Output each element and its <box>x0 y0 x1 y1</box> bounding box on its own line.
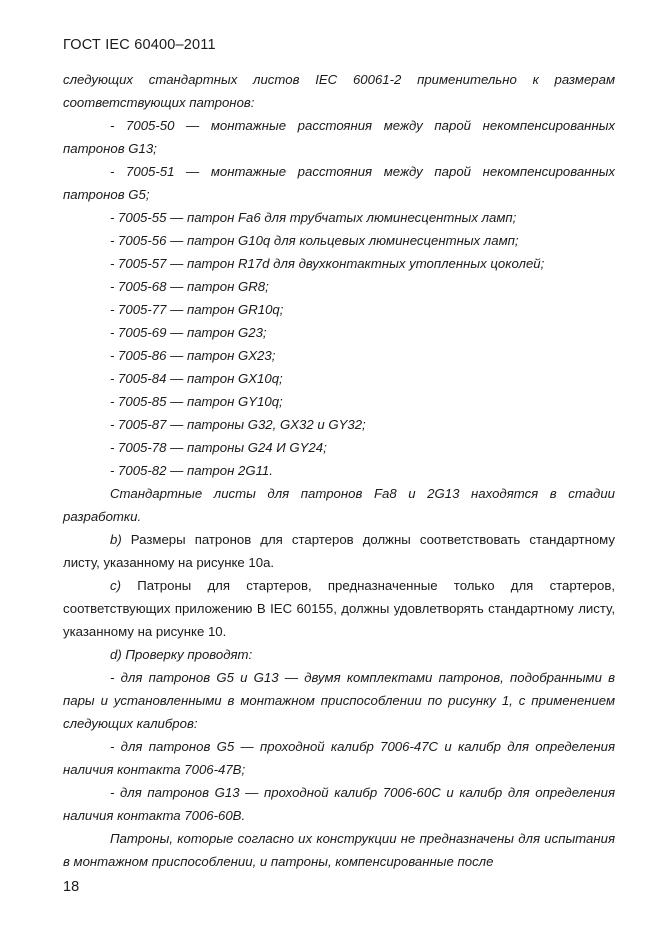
item-text-d: Проверку проводят: <box>121 647 253 662</box>
document-header: ГОСТ IEC 60400–2011 <box>63 37 216 53</box>
list-item: - 7005-78 — патроны G24 И GY24; <box>110 440 327 455</box>
list-item: - 7005-87 — патроны G32, GX32 и GY32; <box>110 417 366 432</box>
list-item: - 7005-77 — патрон GR10q; <box>110 302 284 317</box>
paragraph-d <box>63 643 615 666</box>
list-item: - 7005-55 — патрон Fa6 для трубчатых люминесцентных ламп; <box>110 210 517 225</box>
list-item: - 7005-68 — патрон GR8; <box>110 279 269 294</box>
list-item: - 7005-50 — монтажные расстояния между парой некомпенсированных патронов G13; <box>63 118 615 156</box>
item-text-c: Патроны для стартеров, предназначенные только для стартеров, соответствующих приложению В IEC 60155, должны удовлетворять стандартному листу, указанному на рисунке 10. <box>63 578 615 639</box>
item-label-c: c) <box>110 578 121 593</box>
page-body <box>63 68 615 873</box>
list-item: - 7005-82 — патрон 2G11. <box>110 463 273 478</box>
list-item-d2: - для патронов G5 — проходной калибр 7006-47С и калибр для определения наличия контакта 7006-47В; <box>63 739 615 777</box>
paragraph-last: Патроны, которые согласно их конструкции не предназначены для испытания в монтажном приспособлении, и патроны, компенсированные после <box>63 831 615 869</box>
list-item: - 7005-57 — патрон R17d для двухконтактных утопленных цоколей; <box>110 256 545 271</box>
list-item: - 7005-56 — патрон G10q для кольцевых люминесцентных ламп; <box>110 233 519 248</box>
item-label-b: b) <box>110 532 122 547</box>
list-item-d1: - для патронов G5 и G13 — двумя комплектами патронов, подобранными в пары и установленными в монтажном приспособлении по рисунку 1, с применением следующих калибров: <box>63 670 615 731</box>
item-label-d: d) <box>110 647 122 662</box>
list-item: - 7005-84 — патрон GX10q; <box>110 371 283 386</box>
page-number: 18 <box>63 879 80 895</box>
paragraph-in-development: Стандартные листы для патронов Fa8 и 2G13 находятся в стадии разработки. <box>63 486 615 524</box>
item-text-b: Размеры патронов для стартеров должны соответствовать стандартному листу, указанному на рисунке 10а. <box>63 532 615 570</box>
list-item: - 7005-69 — патрон G23; <box>110 325 267 340</box>
list-item-d3: - для патронов G13 — проходной калибр 7006-60С и калибр для определения наличия контакта 7006-60В. <box>63 785 615 823</box>
paragraph-standard-sheets: следующих стандартных листов IEC 60061-2 применительно к размерам соответствующих патронов: <box>63 72 615 110</box>
list-item: - 7005-86 — патрон GX23; <box>110 348 276 363</box>
list-item: - 7005-85 — патрон GY10q; <box>110 394 283 409</box>
paragraph-c <box>63 574 615 643</box>
paragraph-b <box>63 528 615 574</box>
list-item: - 7005-51 — монтажные расстояния между парой некомпенсированных патронов G5; <box>63 164 615 202</box>
